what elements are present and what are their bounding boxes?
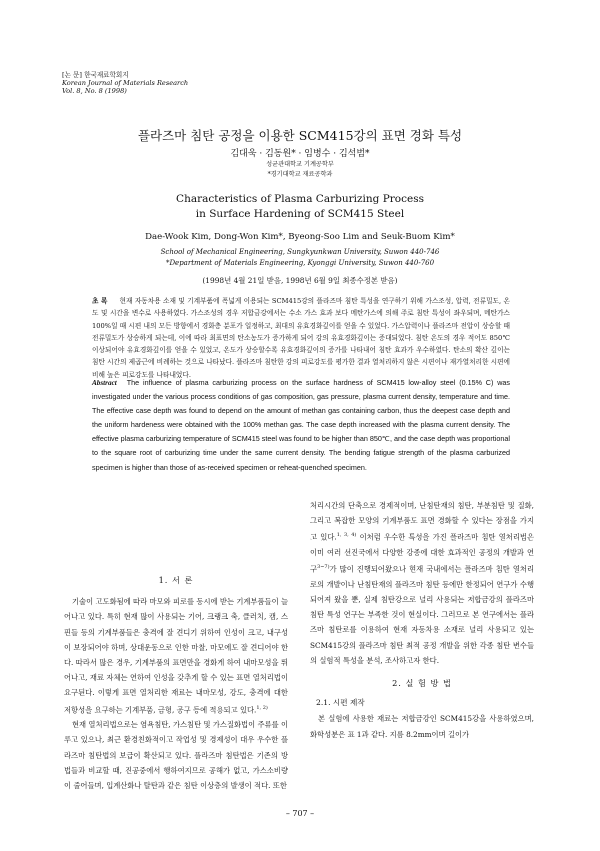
abstract-en-label: Abstract	[92, 379, 117, 387]
intro-continued-text-c: 가 많이 진행되어왔으나 현재 국내에서는 플라즈마 침탄 열처리로의 개발이나 난침탄재의 플라즈마 침탄 등에만 한정되어 연구가 수행되어져 왔을 뿐, 실제 침탄강으로 널리 사용되는 저합금강의 플라즈마 침탄 특성 연구는 부족한 것이 현실이다. 그러므로 본 연구에서는 플라즈마 침탄로를 이용하여 현재 자동차용 소재로 널리 사용되고 있는 SCM415강의 플라즈마 침탄 최적 공정 개발을 위한 각종 침탄 변수들의 실험적 특성을 분석, 조사하고자 한다.	[310, 564, 534, 665]
affiliations-ko	[0, 160, 600, 179]
affiliation-ko-2: *경기대학교 재료공학과	[267, 170, 333, 178]
title-en-line-2: in Surface Hardening of SCM415 Steel	[195, 208, 405, 220]
left-column	[64, 573, 288, 793]
intro-continued-text-a: 처리시간의 단축으로 경제적이며, 난침탄재의 침탄, 부분침탄 및 질화, 그리고 복잡한 모양의 기계부품도 표면 경화할 수 있다는 장점을 가지고 있다.	[310, 501, 534, 542]
abstract-en-text: The influence of plasma carburizing process on the surface hardness of SCM415 low-alloy steel (0.15% C) was investigated under the various process conditions of gas composition, gas pressure, plasma current density, temperature and time. The effective case depth was found to depend on the amount of methan gas containing carbon, thus the deepest case depth and the uniform hardeness were obtained with the 100% methan gas. The case depth increased with the plasma current density. The effective plasma carburizing temperature of SCM415 steel was found to be higher than 850℃, and the case depth was proportional to the square root of carburizing time under the same current density. The bending fatigue strength of the plasma carburized specimen is higher than those of as-received specimen or reheat-quenched specimen.	[92, 378, 510, 472]
methods-paragraph-1: 본 실험에 사용한 재료는 저합금강인 SCM415강을 사용하였으며, 화학성분은 표 1과 같다. 지름 8.2mm이며 길이가	[310, 714, 534, 739]
journal-name-ko: [논 문] 한국재료학회지	[62, 71, 129, 79]
intro-paragraph-continued	[310, 498, 534, 668]
authors-en: Dae-Wook Kim, Dong-Won Kim*, Byeong-Soo Lim and Seuk-Buom Kim*	[145, 232, 455, 242]
received-dates: (1998년 4월 21일 받음, 1998년 6월 9일 최종수정본 받음)	[202, 276, 398, 285]
intro-continued-text-b: 이처럼 우수한 특성을 가진 플라즈마 침탄 열처리법은 이미 여러 선진국에서 다양한 강종에 대한 효과적인 공정의 개발과 연구	[310, 532, 535, 574]
subsection-specimen-heading: 2.1. 시편 제작	[316, 698, 365, 708]
title-en-line-1: Characteristics of Plasma Carburizing Process	[176, 193, 424, 205]
affiliation-ko-1: 성균관대학교 기계공학부	[266, 161, 334, 168]
section-introduction-heading: 1. 서 론	[158, 575, 194, 585]
abstract-ko	[92, 295, 510, 381]
page-number: – 707 –	[285, 809, 315, 818]
journal-volume: Vol. 8, No. 8 (1998)	[62, 87, 127, 95]
journal-header	[62, 71, 188, 95]
affiliations-en	[0, 247, 600, 268]
section-methods-heading: 2. 실 험 방 법	[392, 678, 452, 689]
citation-ref: 1, 3, 4)	[336, 532, 357, 539]
journal-name-en: Korean Journal of Materials Research	[62, 79, 189, 87]
intro-paragraph-2: 현재 열처리법으로는 염욕침탄, 가스침탄 및 가스질화법이 주류를 이루고 있으나, 최근 환경친화적이고 작업성 및 경제성이 대우 우수한 플라즈마 침탄법의 보급이 확산되고 있다. 플라즈마 침탄법은 기존의 방법들과 비교할 때, 진공중에서 행하여지므로 공해가 없고, 가스소비량이 줄어들며, 입계산화나 탈탄과 같은 침탄 이상층의 발생이 적다. 또한	[64, 720, 288, 791]
affiliation-en-2: *Department of Materials Engineering, Kyonggi University, Suwon 440-760	[165, 258, 435, 267]
abstract-en	[92, 376, 510, 475]
citation-ref: 3~7)	[317, 564, 330, 571]
citation-ref: 1, 2)	[256, 704, 268, 711]
intro-paragraph-1	[64, 594, 288, 717]
intro-paragraph-1-text: 기술이 고도화됨에 따라 마모와 피로를 동시에 받는 기계부품들이 늘어나고 있다. 특히 현재 많이 사용되는 기어, 크랭크 축, 클러치, 캠, 스핀들 등의 기계부품들은 충격에 잘 견디기 위하여 인성이 크고, 내구성이 보장되어야 하며, 상대운동으로 인한 마찰, 마모에도 잘 견디어야 한다. 따라서 많은 경우, 기계부품의 표면만을 경화게 하여 내마모성을 뛰어나고, 재료 자체는 연하여 인성을 갖추게 할 수 있는 표면 열처리법이 요구된다. 이렇게 표면 열처리한 재료는 내마모성, 강도, 충격에 대한 저항성을 요구하는 기계부품, 금형, 공구 등에 적용되고 있다.	[64, 597, 288, 715]
authors-ko: 김대욱 · 김동원* · 임병수 · 김석범*	[230, 149, 370, 159]
affiliation-en-1: School of Mechanical Engineering, Sungkyunkwan University, Suwon 440-746	[160, 248, 440, 256]
right-column	[310, 498, 534, 742]
abstract-ko-text: 현재 자동차용 소재 및 기계부품에 폭넓게 이용되는 SCM415강의 플라즈마 침탄 특성을 연구하기 위해 가스조성, 압력, 전류밀도, 온도 및 시간을 변수로 사용하였다. 가스조성의 경우 저합금강에서는 수소 가스 효과 보다 메탄가스에 의해 주로 침탄 특성이 좌우되며, 메탄가스 100%일 때 시편 내의 모든 방향에서 경화층 분포가 일정하고, 최대의 유효경화깊이를 얻을 수 있었다. 가스압력이나 플라즈마 전압이 상승할 때 전류밀도가 상승하게 되는데, 이에 따라 최표면의 탄소농도가 증가하게 되어 강의 유효경화깊이는 증대되었다. 침탄 온도의 경우 적어도 850℃ 이상되어야 유효경화깊이를 얻을 수 있었고, 온도가 상승할수록 유효경화깊이의 증가를 나타내어 침탄 효과가 우수하였다. 탄소의 확산 깊이는 침탄 시간의 제곱근에 비례하는 것으로 나타났다. 플라즈마 침탄한 강의 피로강도를 평가한 결과 열처리하지 않은 시편이나 재가열처리한 시편에 비해 높은 피로강도를 나타내었다.	[92, 297, 510, 379]
abstract-ko-label: 초 록	[92, 297, 108, 305]
paper-title-en	[0, 192, 600, 222]
paper-title-ko: 플라즈마 침탄 공정을 이용한 SCM415강의 표면 경화 특성	[137, 128, 463, 143]
